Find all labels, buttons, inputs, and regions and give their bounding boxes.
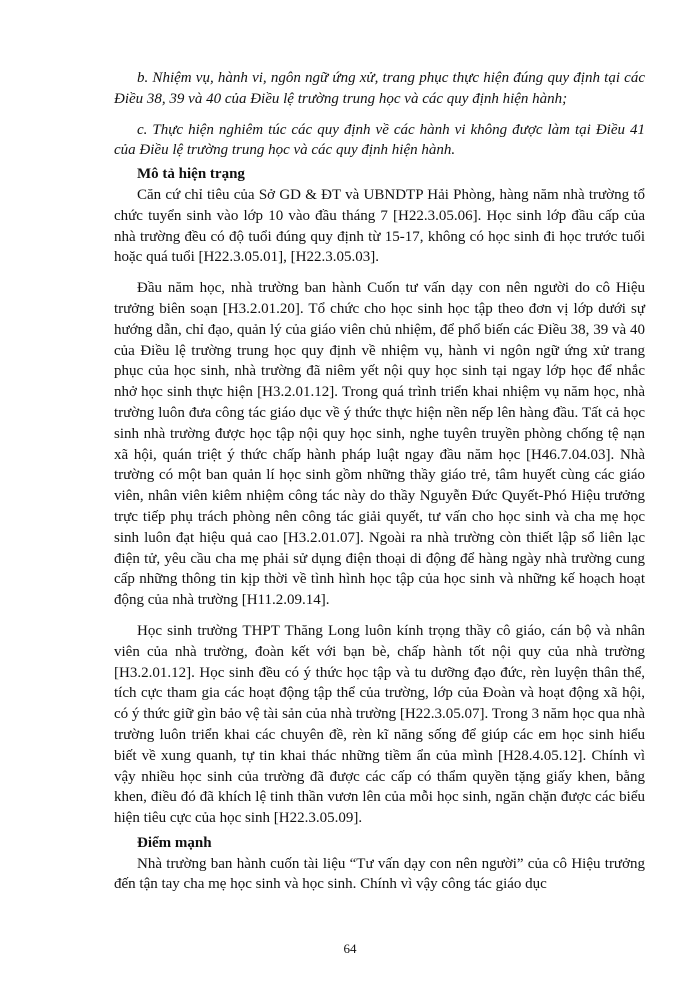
- section1-paragraph-3: Học sinh trường THPT Thăng Long luôn kính trọng thầy cô giáo, cán bộ và nhân viên của nhà trường, đoàn kết với bạn bè, chấp hành tốt nội quy của nhà trường [H3.2.01.12]. Học sinh đều có ý thức học tập và tu dưỡng đạo đức, rèn luyện thân thể, tích cực tham gia các hoạt động tập thể của trường, lớp của Đoàn và hoạt động xã hội, có ý thức giữ gìn bảo vệ tài sản của nhà trường [H22.3.05.07]. Trong 3 năm học qua nhà trường luôn triển khai các chuyên đề, rèn kĩ năng sống để giúp các em học sinh hiểu biết về xung quanh, tự tin khai thác những tiềm ẩn của mình [H28.4.05.12]. Chính vì vậy nhiều học sinh của trường đã được các cấp có thẩm quyền tặng giấy khen, bằng khen, điều đó đã khích lệ tinh thần vươn lên của mỗi học sinh, ngăn chặn được các biểu hiện tiêu cực của học sinh [H22.3.05.09].: [114, 622, 645, 827]
- section-heading-strengths: Điểm mạnh: [137, 834, 212, 851]
- intro-item-b: b. Nhiệm vụ, hành vi, ngôn ngữ ứng xử, trang phục thực hiện đúng quy định tại các Điều 38, 39 và 40 của Điều lệ trường trung học và các quy định hiện hành;: [114, 70, 645, 107]
- page-number: 64: [343, 941, 357, 956]
- page-content: [114, 68, 645, 895]
- section-heading-current-status: Mô tả hiện trạng: [137, 166, 245, 183]
- section1-paragraph-2: Đầu năm học, nhà trường ban hành Cuốn tư vấn dạy con nên người do cô Hiệu trưởng biên soạn [H3.2.01.20]. Tổ chức cho học sinh học tập theo đơn vị lớp dưới sự hướng dẫn, chỉ đạo, quản lý của giáo viên chủ nhiệm, để phổ biến các Điều 38, 39 và 40 của Điều lệ trường trung học quy định về nhiệm vụ, hành vi ngôn ngữ ứng xử trang phục của học sinh, nhà trường đã niêm yết nội quy học sinh tại ngay lớp học để nhắc nhở học sinh thực hiện [H3.2.01.12]. Trong quá trình triển khai nhiệm vụ năm học, nhà trường luôn đưa công tác giáo dục về ý thức thực hiện nền nếp lên hàng đầu. Tất cả học sinh nhà trường được học tập nội quy học sinh, nghe tuyên truyền phòng chống tệ nạn xã hội, quán triệt ý thức chấp hành pháp luật ngay đầu năm học [H46.7.04.03]. Nhà trường có một ban quản lí học sinh gồm những thầy giáo trẻ, tâm huyết cùng các giáo viên, nhân viên kiêm nhiệm công tác này do thầy Nguyễn Đức Quyết-Phó Hiệu trưởng trực tiếp phụ trách phòng nên công tác giải quyết, tư vấn cho học sinh và cha mẹ học sinh luôn đạt hiệu quả cao [H3.2.01.07]. Ngoài ra nhà trường còn thiết lập sổ liên lạc điện tử, yêu cầu cha mẹ phải sử dụng điện thoại di động để hàng ngày nhà trường cung cấp những thông tin kịp thời về tình hình học tập của học sinh và những kế hoạch hoạt động của nhà trường [H11.2.09.14].: [114, 280, 645, 609]
- section1-paragraph-1: Căn cứ chỉ tiêu của Sở GD & ĐT và UBNDTP Hải Phòng, hàng năm nhà trường tổ chức tuyển sinh vào lớp 10 vào đầu tháng 7 [H22.3.05.06]. Học sinh lớp đầu cấp của nhà trường đều có độ tuổi đúng quy định từ 15-17, không có học sinh đi học trước tuổi hoặc quá tuổi [H22.3.05.01], [H22.3.05.03].: [114, 186, 645, 266]
- intro-item-c: c. Thực hiện nghiêm túc các quy định về các hành vi không được làm tại Điều 41 của Điều lệ trường trung học và các quy định hiện hành.: [114, 121, 645, 159]
- section2-paragraph-1: Nhà trường ban hành cuốn tài liệu “Tư vấn dạy con nên người” của cô Hiệu trưởng đến tận tay cha mẹ học sinh và học sinh. Chính vì vậy công tác giáo dục: [114, 855, 645, 893]
